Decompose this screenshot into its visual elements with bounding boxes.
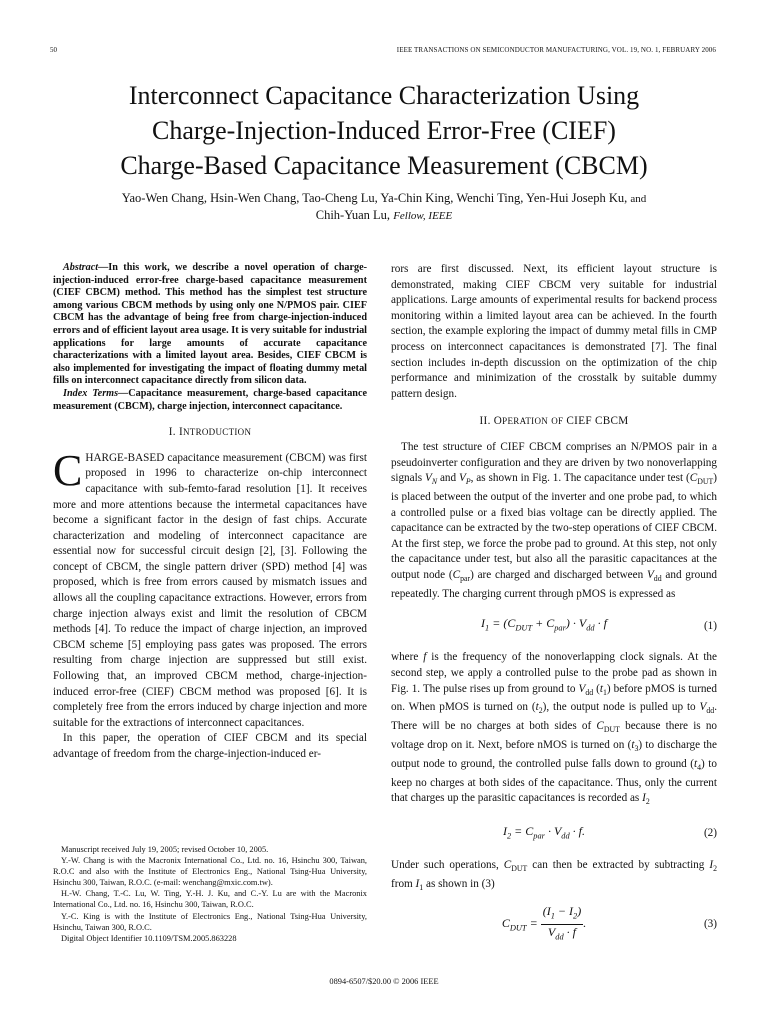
index-terms-text: Capacitance measurement, charge-based capacitance measurement (CBCM), charge injection, interconnect capacitance.	[53, 387, 367, 412]
heading-of: OF	[551, 416, 564, 427]
intro-text: HARGE-BASED capacitance measurement (CBCM) was first proposed in 1996 to characterize on-chip interconnect capacitance with sub-femto-farad resolution [1]. It receives more and more attentions because the intermetal capacitances have become a significant factor in the design of fast chips. Accurate characterization and modeling of interconnect capacitance are essential now for successful circuit design [2], [3]. Following the concept of CBCM, the single pattern driver (SPD) method [4] was proposed, which is free from errors caused by mismatch issues and allows all the coupling capacitance extractions. However, errors from charge injection always exist and limit the resolution of CBCM methods [4]. To reduce the impact of charge injection, an improved CBCM scheme [5] employing pass gates was proposed. The errors resulting from charge injection are suppressed but still exist. Following that, an improved CBCM method, charge-injection-induced error-free (CIEF) CBCM method was proposed [6]. It is completely free from the errors induced by charge injection and more suitable for the extractions of interconnect capacitances.	[53, 451, 367, 729]
operation-paragraph-3: Under such operations, $C_{DUT}$ can then be extracted by subtracting $I_2$ from $I_1$ as shown in (3)	[391, 859, 717, 893]
equation-number: (2)	[703, 827, 717, 840]
section-heading-introduction	[53, 425, 367, 441]
left-column	[53, 262, 367, 763]
heading-rest: NTRODUCTION	[182, 427, 252, 438]
footnotes	[53, 844, 367, 944]
footnote: Digital Object Identifier 10.1109/TSM.2005.863228	[61, 933, 237, 943]
footnote: H.-W. Chang, T.-C. Lu, W. Ting, Y.-H. J. Ku, and C.-Y. Lu are with the Macronix International Co., Ltd. no. 16, Hsinchu 300, Taiwan, R.O.C.	[53, 889, 367, 910]
text: to discharge the output node to ground, the controlled pulse falls down to ground	[391, 739, 717, 770]
authors-line-2: Chih-Yuan Lu,	[315, 208, 391, 222]
text: and	[439, 472, 457, 485]
text: are charged and discharged between	[477, 568, 644, 581]
text: . There will be no charges at both sides of	[391, 701, 718, 733]
section-heading-operation	[391, 414, 717, 430]
authors-line-1: Yao-Wen Chang, Hsin-Wen Chang, Tao-Cheng Lu, Ya-Chin King, Wenchi Ting, Yen-Hui Joseph Ku,	[121, 191, 628, 205]
title-line: Interconnect Capacitance Characterization Using	[128, 81, 640, 110]
text: because there is no voltage drop on it. Next, before nMOS is turned on	[391, 720, 718, 752]
journal-name: IEEE TRANSACTIONS ON SEMICONDUCTOR MANUFACTURING, VOL. 19, NO. 1, FEBRUARY 2006	[396, 46, 716, 54]
text: is placed between the output of the inverter and one probe pad, to which a controlled pulse or a fixed bias voltage can be directly applied. The capacitance can be extracted by the two-step operations of CIEF CBCM. At the first step, we force the probe pad to ground. At this step, not only the capacitance under test, but also all the parasitic capacitances at the output node	[391, 490, 717, 581]
equation-2: $I_2 = C_{par} \cdot V_{dd} \cdot f$. (2)	[502, 824, 717, 841]
index-terms	[53, 388, 367, 413]
section-numeral: II.	[479, 415, 491, 428]
page-number: 50	[50, 46, 57, 54]
operation-paragraph-2: where f is the frequency of the nonoverlapping clock signals. At the second step, we apply a controlled pulse to the probe pad as shown in Fig. 1. The pulse rises up from ground to $V_{dd}$ $(t_1)$ before pMOS is turned on. When pMOS is turned on $(t_2)$, the output node is pulled up to $V_{dd}$. There will be no charges at both sides of $C_{DUT}$ because there is no voltage drop on it. Next, before nMOS is turned on $(t_3)$ to discharge the output node to ground, the controlled pulse falls down to ground $(t_4)$ to keep no charges at both sides of the capacitance. Thus, only the current that charges up the parasitic capacitances is recorded as $I_2$	[391, 651, 718, 807]
text: and ground repeatedly. The charging current through pMOS is expressed as	[391, 568, 718, 600]
title-line: Charge-Injection-Induced Error-Free (CIEF)	[152, 116, 616, 145]
footnote: Y.-W. Chang is with the Macronix International Co., Ltd. no. 16, Hsinchu 300, Taiwan, R.O.C and also with the Institute of Electronics Eng., National Tsing-Hua University, Hsinchu 300, Taiwan, R.O.C. (e-mail: wenchang@mxic.com.tw).	[53, 856, 367, 888]
author-fellow: Fellow, IEEE	[393, 210, 453, 222]
text: can then be extracted by subtracting	[532, 859, 705, 872]
intro-continuation: rors are first discussed. Next, its efficient layout structure is demonstrated, making CIEF CBCM very suitable for industrial applications. Large amounts of experimental results for backend process monitoring within a limited layout area can be achieved. In the fourth section, the example exploring the impact of dummy metal fills in CMP process on interconnect capacitances is demonstrated [7]. The final section includes in-depth discussion on the optimization of the chip performance and minimization of the crosstalk by suitable dummy pattern design.	[391, 263, 717, 400]
abstract-text: In this work, we describe a novel operation of charge-injection-induced error-free charge-based capacitance measurement (CIEF CBCM) method. This method has the simplest test structure among various CBCM methods by using only one N/PMOS pair. CIEF CBCM has the advantage of being free from charge-injection-induced errors and of efficient layout area usage. It is very suitable for industrial applications for large amounts of accurate capacitance characterizations with a limited layout area. Besides, CIEF CBCM is also implemented for investigating the impact of floating dummy metal fills on interconnect capacitance directly from silicon data.	[53, 262, 367, 387]
equation-number: (1)	[703, 619, 717, 632]
intro-paragraph-2: In this paper, the operation of CIEF CBCM and its special advantage of freedom from the charge-injection-induced er-	[53, 732, 367, 760]
operation-paragraph-1: The test structure of CIEF CBCM comprises an N/PMOS pair in a pseudoinverter configuration and they are driven by two nonoverlapping signals $V_N$ and $V_P$, as shown in Fig. 1. The capacitance under test $(C_{DUT})$ is placed between the output of the inverter and one probe pad, to which a controlled pulse or a fixed bias voltage can be directly applied. The capacitance can be extracted by the two-step operations of CIEF CBCM. At the first step, we force the probe pad to ground. At this step, not only the capacitance under test, but also all the parasitic capacitances at the output node $(C_{par})$ are charged and discharged between $V_{dd}$ and ground repeatedly. The charging current through pMOS is expressed as	[391, 440, 718, 600]
copyright-footer: 0894-6507/$20.00 © 2006 IEEE	[329, 977, 439, 986]
author-list	[40, 190, 728, 224]
text: where	[391, 651, 419, 664]
footnote: Y.-C. King is with the Institute of Electronics Eng., National Tsing-Hua University, Hsinchu, Taiwan 300, R.O.C.	[53, 911, 367, 932]
footnote: Manuscript received July 19, 2005; revised October 10, 2005.	[61, 845, 269, 854]
paper-title	[40, 78, 728, 183]
abstract	[53, 262, 367, 388]
text: Under such operations,	[391, 859, 499, 872]
equation-3: $C_{DUT}$ = $\frac{(I_1 - I_2)}{V_{dd} \cdot f}$ . (3)	[501, 904, 717, 942]
text: is the frequency of the nonoverlapping clock signals. At the second step, we apply a controlled pulse to the probe pad as shown in Fig. 1. The pulse rises up from ground to	[391, 651, 717, 695]
text: before pMOS is turned on. When pMOS is turned on	[391, 682, 717, 714]
heading-rest: PERATION	[502, 416, 549, 427]
index-terms-label: Index Terms—	[63, 387, 129, 399]
heading-initial: O	[493, 415, 503, 428]
drop-cap: C	[53, 445, 83, 495]
authors-and: and	[630, 193, 647, 205]
text: as shown in (3)	[426, 877, 495, 890]
right-column	[391, 262, 717, 954]
text: The test structure of CIEF CBCM comprises an N/PMOS pair in a pseudoinverter configuration and they are driven by two nonoverlapping signals	[391, 440, 717, 485]
section-numeral: I.	[168, 426, 176, 439]
equation-number: (3)	[703, 917, 717, 930]
text: from	[391, 877, 413, 890]
heading-initial: I	[178, 426, 183, 439]
text: , the output node is pulled up to	[546, 701, 696, 714]
text: to keep no charges at both sides of the capacitance. Thus, only the current that charges up the parasitic capacitances is recorded as	[391, 757, 717, 805]
title-line: Charge-Based Capacitance Measurement (CBCM)	[120, 151, 648, 180]
text: , as shown in Fig. 1. The capacitance under test	[470, 472, 684, 485]
intro-paragraph-1	[53, 445, 367, 732]
running-header	[50, 46, 716, 58]
equation-1: $I_1 = (C_{DUT} + C_{par}) \cdot V_{dd} \cdot f$ (1)	[481, 616, 717, 633]
heading-name: CIEF CBCM	[566, 415, 629, 428]
abstract-label: Abstract—	[63, 262, 109, 273]
